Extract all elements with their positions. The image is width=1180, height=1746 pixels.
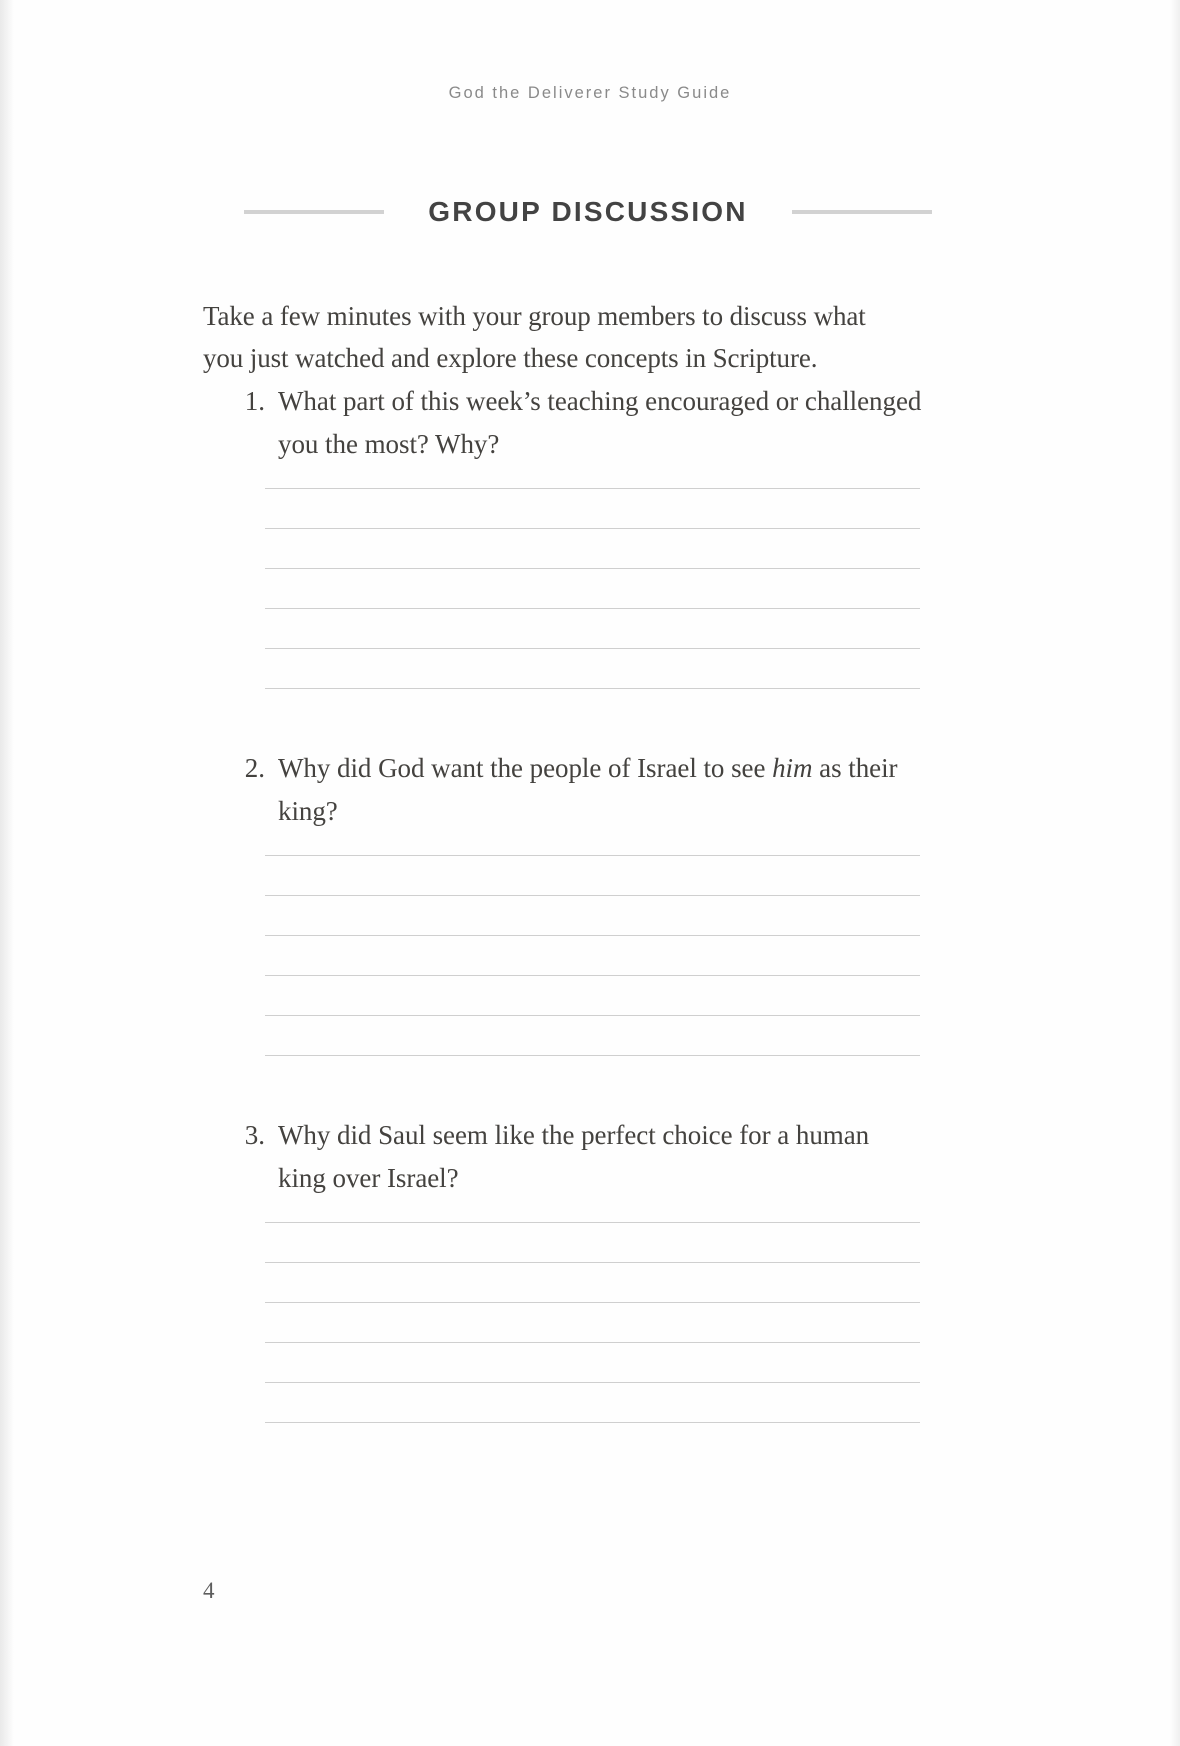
question-text-part: Why did God want the people of Israel to see [278, 753, 773, 783]
answer-lines[interactable] [265, 488, 920, 689]
discussion-questions-list [203, 380, 923, 1423]
question-text [278, 380, 923, 466]
running-head: God the Deliverer Study Guide [448, 84, 732, 102]
question-text-emphasis: him [772, 753, 813, 783]
question-text-part: Why did Saul seem like the perfect choice for a human king over Israel? [278, 1120, 870, 1193]
answer-lines[interactable] [265, 855, 920, 1056]
question-text [278, 747, 923, 833]
heading-rule-right [792, 210, 932, 214]
question-number: 3. [244, 1120, 265, 1150]
question-item [203, 380, 923, 689]
intro-paragraph: Take a few minutes with your group members to discuss what you just watched and explore these concepts in Scripture. [203, 301, 866, 373]
question-item [203, 747, 923, 1056]
writing-line[interactable] [265, 1422, 920, 1423]
question-number: 1. [244, 386, 265, 416]
page-number: 4 [203, 1578, 215, 1603]
heading-rule-left [244, 210, 384, 214]
answer-lines[interactable] [265, 1222, 920, 1423]
question-number: 2. [244, 753, 265, 783]
question-text-part: What part of this week’s teaching encouraged or challenged you the most? Why? [278, 386, 922, 459]
section-heading [198, 196, 978, 228]
question-item [203, 1114, 923, 1423]
question-text-tail: as their king? [278, 753, 898, 826]
page-title: GROUP DISCUSSION [428, 196, 748, 227]
question-text [278, 1114, 923, 1200]
